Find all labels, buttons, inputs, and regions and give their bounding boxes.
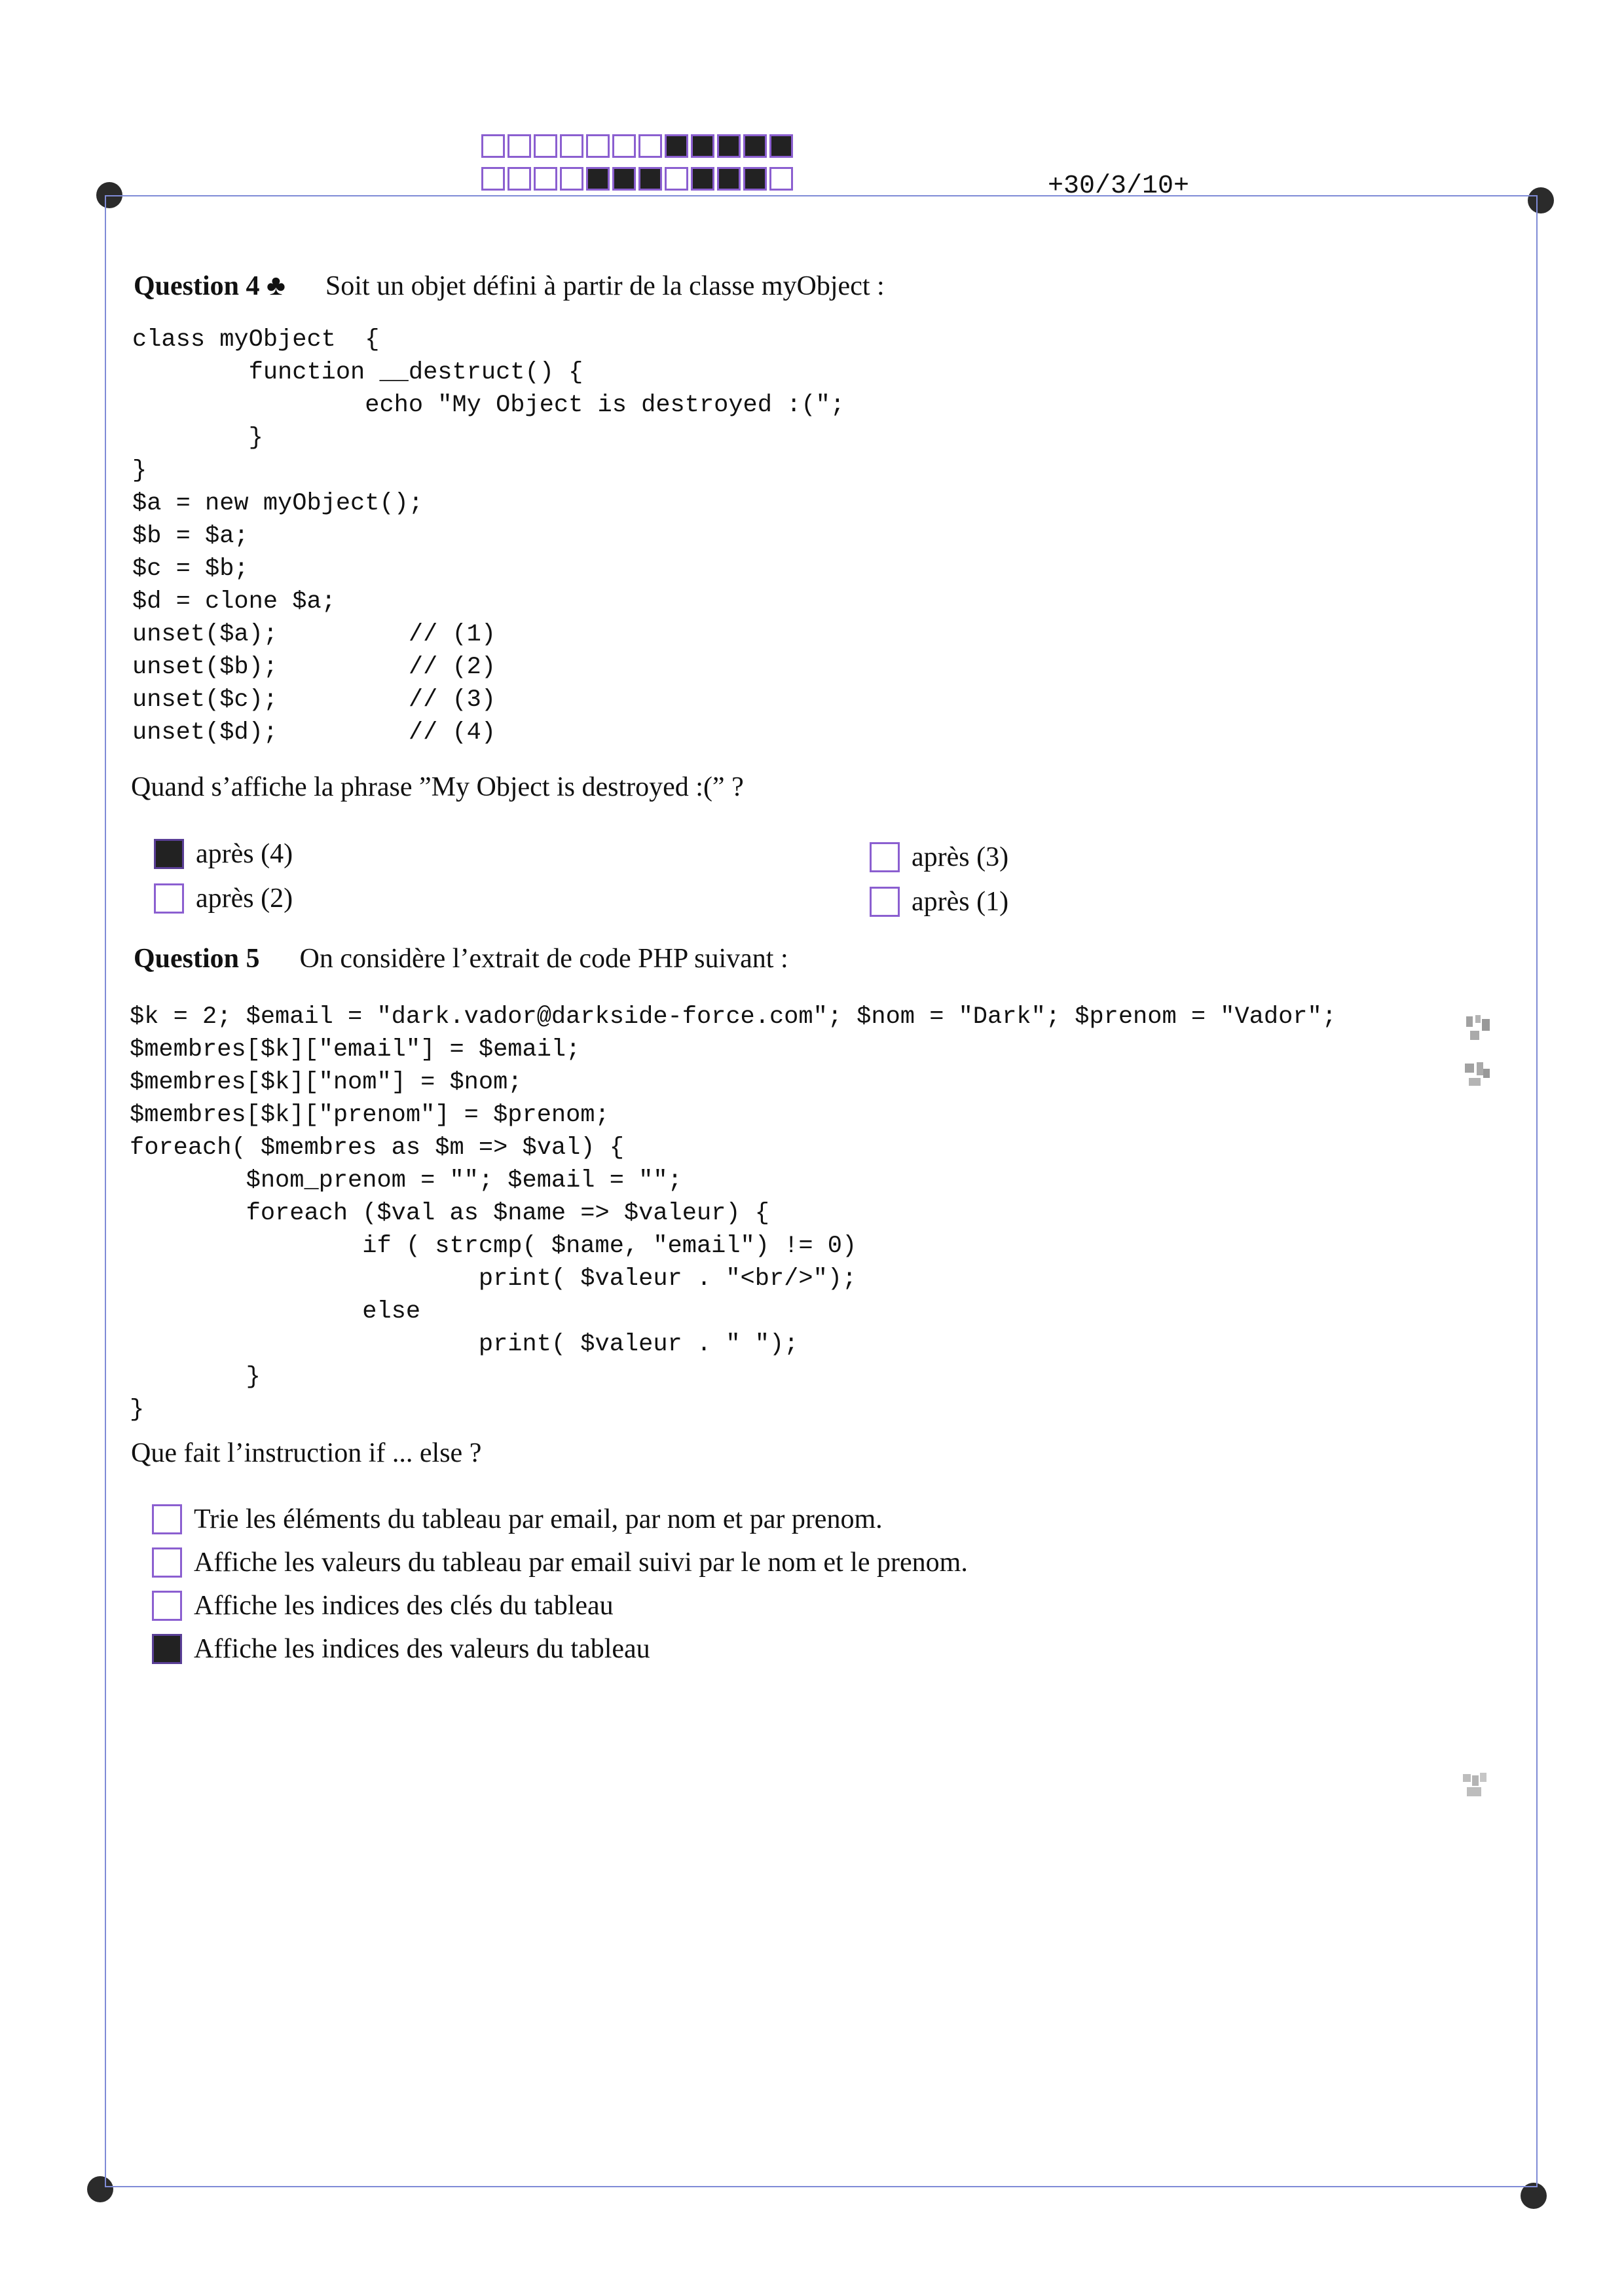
code-cell-3: [534, 167, 557, 191]
q4-option-2[interactable]: [870, 842, 1008, 873]
code-cell-8: [665, 167, 688, 191]
q4-option-3[interactable]: [154, 883, 293, 914]
scan-noise-2: [1464, 1060, 1492, 1091]
question-5-prompt: Que fait l’instruction if ... else ?: [131, 1438, 482, 1468]
q5-checkbox-1[interactable]: [152, 1504, 182, 1534]
q4-checkbox-2[interactable]: [870, 842, 900, 872]
code-cell-5: [586, 167, 610, 191]
code-cell-3: [534, 134, 557, 158]
q5-checkbox-3[interactable]: [152, 1591, 182, 1621]
code-cell-7: [638, 134, 662, 158]
code-cell-5: [586, 134, 610, 158]
q5-option-2[interactable]: [152, 1547, 968, 1578]
code-cell-8: [665, 134, 688, 158]
question-4-prompt: Quand s’affiche la phrase ”My Object is destroyed :(” ?: [131, 772, 744, 802]
sheet-code-row-1: [481, 134, 796, 160]
question-5-code: $k = 2; $email = "dark.vador@darkside-force.com"; $nom = "Dark"; $prenom = "Vador"; $membres[$k]["email"] = $email; $membres[$k]["nom"] = $nom; $membres[$k]["prenom"] = $prenom; foreach( $membres as $m => $val) { $nom_prenom = ""; $email = ""; foreach ($val as $name => $valeur) { if ( strcmp( $name, "email") != 0) print( $valeur . "<br/>"); else print( $valeur . " "); } }: [130, 1003, 1337, 1424]
sheet-code-row-2: [481, 167, 796, 193]
q5-option-label: Affiche les indices des valeurs du tableau: [194, 1634, 650, 1664]
code-cell-9: [691, 134, 714, 158]
question-5-title: [134, 943, 788, 974]
code-cell-4: [560, 134, 583, 158]
q4-option-label: après (3): [912, 842, 1009, 872]
q5-option-label: Affiche les indices des clés du tableau: [194, 1591, 614, 1621]
q4-option-label: après (2): [196, 883, 293, 914]
code-cell-7: [638, 167, 662, 191]
q5-option-3[interactable]: [152, 1590, 614, 1621]
code-cell-1: [481, 134, 505, 158]
question-4-code: class myObject { function __destruct() { echo "My Object is destroyed :("; } } $a = new myObject(); $b = $a; $c = $b; $d = clone $a; unset($a); // (1) unset($b); // (2) unset($c); // (3) unset($d); // (4): [132, 326, 845, 747]
code-cell-11: [743, 134, 767, 158]
q5-checkbox-2[interactable]: [152, 1547, 182, 1578]
q5-option-label: Trie les éléments du tableau par email, par nom et par prenom.: [194, 1504, 883, 1534]
scan-noise-1: [1464, 1014, 1492, 1045]
q4-option-4[interactable]: [870, 886, 1008, 917]
q5-checkbox-4[interactable]: [152, 1634, 182, 1664]
code-cell-6: [612, 134, 636, 158]
q4-option-label: après (1): [912, 887, 1009, 917]
code-cell-1: [481, 167, 505, 191]
q5-option-1[interactable]: [152, 1504, 883, 1535]
code-cell-11: [743, 167, 767, 191]
q4-checkbox-1[interactable]: [154, 839, 184, 869]
code-cell-2: [507, 167, 531, 191]
code-cell-6: [612, 167, 636, 191]
q4-checkbox-4[interactable]: [870, 887, 900, 917]
question-4-text: Soit un objet défini à partir de la classe myObject :: [325, 271, 885, 301]
sheet-id: +30/3/10+: [1048, 172, 1190, 201]
q4-option-1[interactable]: [154, 838, 293, 870]
code-cell-2: [507, 134, 531, 158]
question-4-title: [134, 268, 885, 302]
q5-option-4[interactable]: [152, 1633, 650, 1665]
q4-checkbox-3[interactable]: [154, 883, 184, 914]
scan-noise-3: [1460, 1771, 1489, 1803]
code-cell-4: [560, 167, 583, 191]
code-cell-12: [769, 134, 793, 158]
code-cell-9: [691, 167, 714, 191]
code-cell-10: [717, 134, 741, 158]
club-icon: ♣: [267, 269, 286, 301]
code-cell-10: [717, 167, 741, 191]
code-cell-12: [769, 167, 793, 191]
q5-option-label: Affiche les valeurs du tableau par email suivi par le nom et le prenom.: [194, 1547, 968, 1578]
question-4-label: Question 4: [134, 271, 260, 301]
q4-option-label: après (4): [196, 839, 293, 869]
question-5-text: On considère l’extrait de code PHP suivant :: [299, 944, 788, 974]
question-5-label: Question 5: [134, 944, 260, 974]
